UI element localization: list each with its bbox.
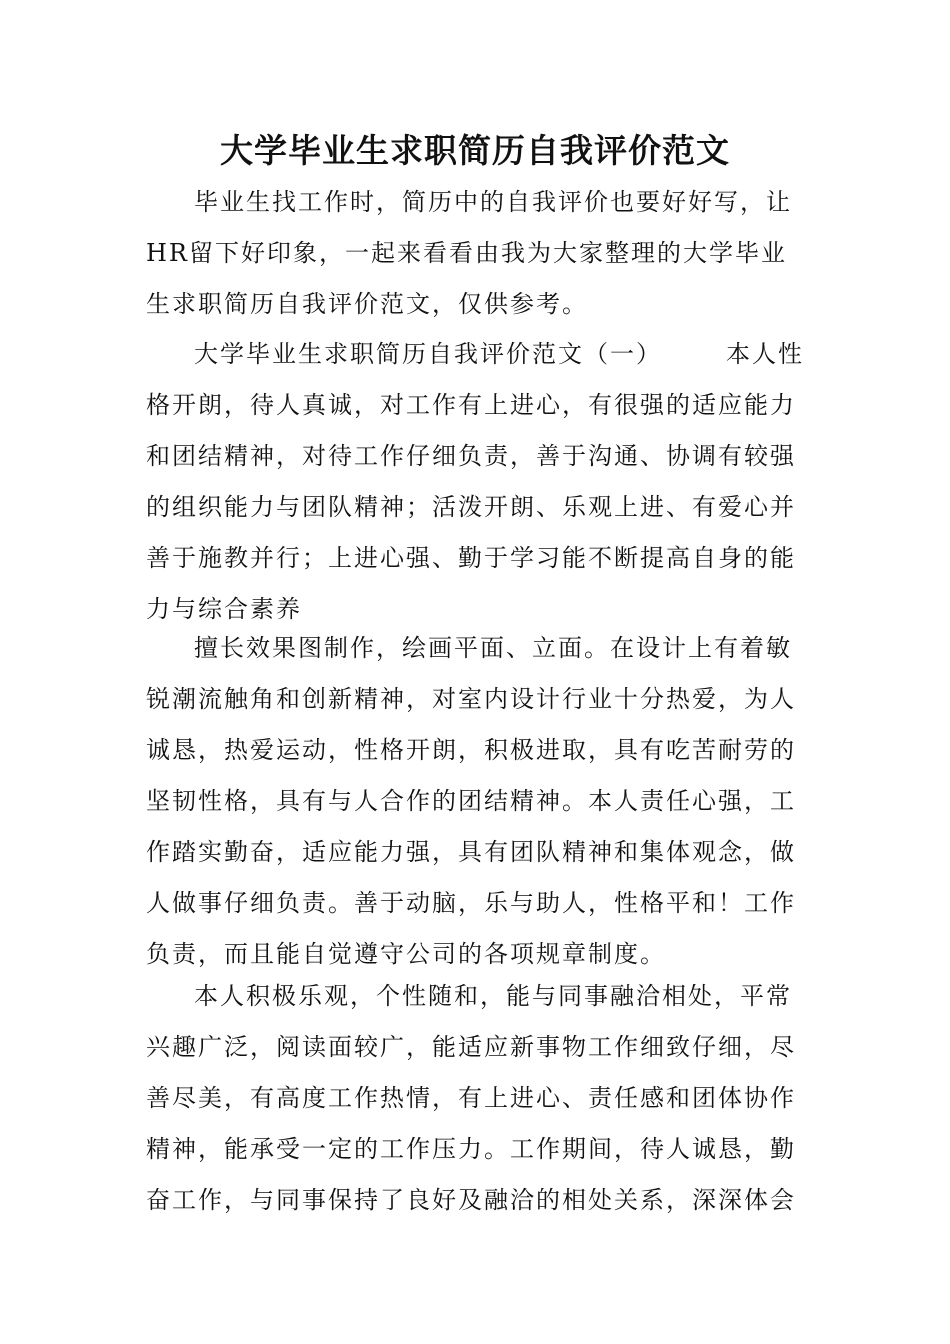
section-one-block	[146, 329, 808, 635]
section-heading: 大学毕业生求职简历自我评价范文（一）	[194, 340, 662, 368]
section-one-paragraph	[146, 329, 808, 635]
paragraph-two-block	[146, 623, 808, 980]
paragraph-three-block	[146, 971, 808, 1226]
section-one-text: 本人性格开朗，待人真诚，对工作有上进心，有很强的适应能力和团结精神，对待工作仔细负责，善于沟通、协调有较强的组织能力与团队精神；活泼开朗、乐观上进、有爱心并善于施教并行；上进心强、勤于学习能不断提高自身的能力与综合素养	[146, 340, 804, 623]
paragraph-three: 本人积极乐观，个性随和，能与同事融洽相处，平常兴趣广泛，阅读面较广，能适应新事物工作细致仔细，尽善尽美，有高度工作热情，有上进心、责任感和团体协作精神，能承受一定的工作压力。工作期间，待人诚恳，勤奋工作，与同事保持了良好及融洽的相处关系，深深体会	[146, 982, 796, 1214]
document-title: 大学毕业生求职简历自我评价范文	[220, 131, 730, 170]
intro-paragraph-block	[146, 177, 808, 330]
paragraph-two: 擅长效果图制作，绘画平面、立面。在设计上有着敏锐潮流触角和创新精神，对室内设计行业十分热爱，为人诚恳，热爱运动，性格开朗，积极进取，具有吃苦耐劳的坚韧性格，具有与人合作的团结精神。本人责任心强，工作踏实勤奋，适应能力强，具有团队精神和集体观念，做人做事仔细负责。善于动脑，乐与助人，性格平和！工作负责，而且能自觉遵守公司的各项规章制度。	[146, 634, 796, 968]
intro-paragraph: 毕业生找工作时，简历中的自我评价也要好好写，让HR留下好印象，一起来看看由我为大家整理的大学毕业生求职简历自我评价范文，仅供参考。	[146, 188, 792, 318]
